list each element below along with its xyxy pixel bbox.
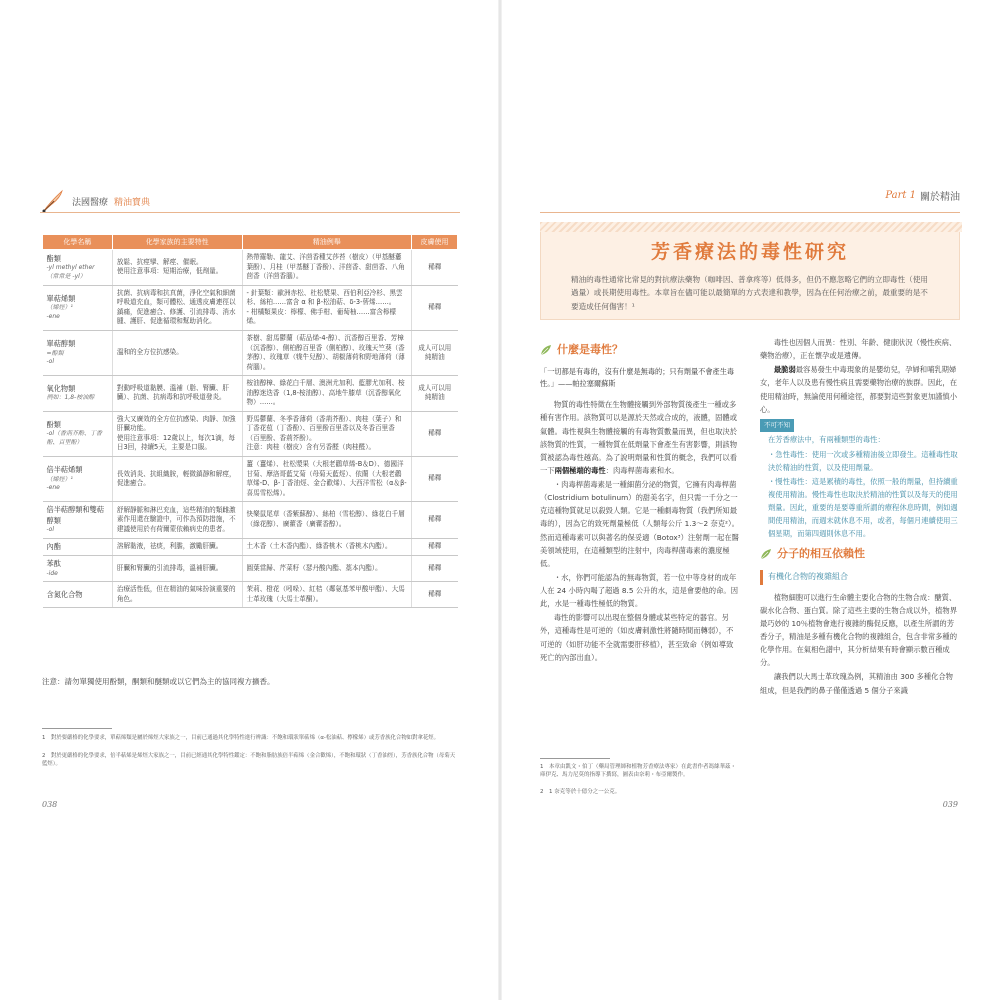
quote: 「一切都是有毒的，沒有什麼是無毒的；只有劑量不會產生毒性。」——帕拉塞爾蘇斯	[540, 366, 735, 389]
table-header: 化學家族的主要特性	[112, 235, 242, 250]
chemical-name: 倍半萜烯類	[46, 465, 83, 475]
paragraph-text: 物質的毒性特徵在生物體接觸到外部物質後產生一種或多種有害作用。該物質可以是源於天然或合成的，液體，固體或氣體。毒性視與生物體接觸的有毒物質數量而異，但也取決於該物質的性質，一種物質在低劑量下會產生有害影響，則該物質被認為毒性越高。為了說明劑量和性質的概念，我們可以看一下	[540, 400, 738, 475]
chemical-name-cell	[43, 376, 113, 412]
oils-cell: 薑（薑烯）、杜松漿果（大根老鸛草烯-B＆D）、德國洋甘菊、摩洛哥藍艾菊（母菊天藍烴）、依蘭（大根老鸛草烯-D、β-丁香油烴、金合歡烯）、大西洋雪松（α＆β-喜馬雪松烯）。	[242, 456, 412, 501]
table-row	[43, 411, 458, 456]
table-row	[43, 285, 458, 330]
chemical-name-cell	[43, 330, 113, 375]
paragraph: ・水，你們可能認為的無毒物質，若一位中等身材的成年人在 24 小時內喝了超過 8.5 公升的水，這是會要他的命。因此，水是一種毒性極低的物質。	[540, 572, 738, 609]
part-header	[885, 188, 960, 203]
traits-cell: 放鬆、抗痙攣、解痙、催眠。 使用注意事項：短期治療，低劑量。	[112, 250, 242, 286]
paragraph: ・肉毒桿菌毒素是一種細菌分泌的物質，它擁有肉毒桿菌（Clostridium botulinum）的甜美名字，但只需一千分之一克這種物質就足以殺毀人類。它是一種劇毒物質（我們所知最毒的），因為它的致死劑量極低（人類每公斤 1.3～2 奈克²）。然而這種毒素可以與著名的保妥適（Botox³）注射劑一起在醫美領域使用，在這種類型的注射中，肉毒桿菌毒素的濃度極低。	[540, 480, 739, 568]
table-header-row	[43, 235, 458, 250]
footnote: 1 本章由凱文・伯丁（藥局管理師和植物芳香療法專家）在此書作者馮絲華茲・庫伊克、馬力尼莫的指導下撰寫，圖表由奈莉・布亞爾製作。	[540, 764, 737, 779]
paragraph: 毒性也因個人而異：性別、年齡、健康狀況（慢性疾病、藥物治療），正在懷孕或是遺傳。	[760, 338, 957, 361]
traits-cell: 溫和的全方位抗感染。	[112, 330, 242, 375]
chemical-name-cell	[43, 538, 113, 555]
skin-use-cell: 稀釋	[412, 538, 458, 555]
traits-cell: 肝臟和腎臟的引流排毒，溫補肝臟。	[112, 556, 242, 582]
emphasis-text: 兩個極端的毒性	[554, 465, 606, 475]
tip-box	[760, 433, 960, 540]
oils-cell: 圓葉當歸、芹菜籽（瑟丹酸內酯、藁本內酯）。	[242, 556, 412, 582]
chemical-suffix: （烯烴）¹ -ene	[46, 304, 73, 321]
chemical-name: 單萜醇類	[46, 339, 76, 349]
feather-pen-icon	[40, 188, 66, 214]
chemical-name-cell	[43, 556, 113, 582]
info-tag: 不可不知	[760, 419, 794, 433]
table-row	[43, 582, 458, 608]
chapter-intro: 精油的毒性通常比常見的對抗療法藥物（咖啡因、普拿疼等）低得多，但仍不應忽略它們的立即毒性（使用過量）或長期使用毒性。本章旨在儘可能以最簡單的方式表達和教學，因為在任何治療之前，最重要的是不要造成任何傷害！¹	[571, 275, 928, 311]
leaf-icon	[760, 548, 772, 560]
footnote: 2 1 奈克等於十億分之一公克。	[540, 789, 621, 795]
table-row	[43, 250, 458, 286]
leaf-icon	[540, 344, 552, 356]
chemical-suffix: -ol	[46, 526, 55, 534]
skin-use-cell: 稀釋	[412, 456, 458, 501]
oils-cell: - 針葉類：歐洲赤松、杜松漿果、西伯利亞冷杉、黑雲杉、絲柏……富含 α 和 β-松油萜、δ-3-蒈烯……。 - 柑橘類果皮：檸檬、佛手柑、葡萄柚……富含檸檬烯。	[242, 285, 412, 330]
section-title: 分子的相互依賴性	[777, 547, 865, 561]
chemical-name: 酯類	[46, 253, 61, 263]
chemical-suffix: -yl methyl ether （常常是 -yl）	[46, 263, 95, 280]
chemical-suffix: -ide	[46, 569, 58, 577]
skin-use-cell: 成人可以用純精油	[412, 376, 458, 412]
chemical-suffix: =醇類 -ol	[46, 349, 64, 366]
chemical-name: 內酯	[46, 541, 61, 551]
oils-cell: 快樂鼠尾草（香紫蘇醇）、絲柏（雪松醇）、綠花白千層（綠花醇）、廣藿香（廣藿香醇）。	[242, 502, 412, 539]
text-column-right	[760, 336, 960, 698]
traits-cell: 溶解黏液，祛痰，利膽，激勵肝臟。	[112, 538, 242, 555]
skin-use-cell: 稀釋	[412, 411, 458, 456]
table-row	[43, 556, 458, 582]
chemical-name: 單萜烯類	[46, 293, 76, 303]
chapter-title: 芳香療法的毒性研究	[650, 241, 849, 263]
oils-cell: 桉油醇樟、綠花白千層、澳洲尤加利、藍膠尤加利、桉油醇迷迭香（1,8-桉油醇）、高地牛膝草（沉香醇氧化物）……。	[242, 376, 412, 412]
tip-text: ・急性毒性：使用一次或多種精油後立即發生。這種毒性取決於精油的性質，以及使用劑量。	[768, 449, 958, 472]
chemical-name: 酚類	[46, 419, 61, 429]
oils-cell: 熱帶羅勒、龍艾、洋茴香種艾莎苔（樹皮）（甲基醚蔞葉酚）、月桂（甲基醚丁香酚）、洋茴香、甜茴香、八角茴香（洋茴香腦）。	[242, 250, 412, 286]
chemical-name: 倍半萜醇類和雙萜醇類	[46, 505, 105, 525]
footnote-rule	[540, 758, 610, 759]
table-note: 注意：請勿單獨使用酚類，酮類和醚類或以它們為主的協同複方擴香。	[42, 677, 275, 686]
section-heading	[760, 544, 960, 564]
paragraph: 讓我們以大馬士革玫瑰為例，其精油由 300 多種化合物組成，但是我們的鼻子僅僅透過 5 個分子來識	[760, 672, 953, 695]
traits-cell: 長效消炎、抗組織胺，輕微鎮靜和解痙，促進癒合。	[112, 456, 242, 501]
chemical-suffix: -ol（香荊芥酚、丁香酚、百里酚）	[46, 430, 103, 447]
table-header: 化學名稱	[43, 235, 113, 250]
book-title: 精油寶典	[114, 197, 151, 208]
brand-header	[40, 188, 150, 214]
chemical-suffix: 例如：1,8-桉油醇	[46, 394, 95, 402]
part-label: Part 1	[885, 190, 916, 201]
skin-use-cell: 稀釋	[412, 250, 458, 286]
chemical-families-table	[42, 234, 458, 608]
chemical-name-cell	[43, 250, 113, 286]
section-title: 什麼是毒性？	[557, 343, 623, 356]
traits-cell: 抗菌、抗病毒和抗真菌，淨化空氣和細菌呼吸道充血，類可體松、通透皮膚連徑以鎮痛，促進癒合、修護、引流排毒、消水腫、護肝、促進循環和幫助消化。	[112, 285, 242, 330]
skin-use-cell: 稀釋	[412, 502, 458, 539]
chemical-name: 氧化物類	[46, 383, 76, 393]
traits-cell: 強大又廣效的全方位抗感染、肉靜、加強肝臟功能。 使用注意事項：12歲以上，每次1滴，每日3回，持續5天，主要是口服。	[112, 411, 242, 456]
paragraph: 毒性的影響可以出現在整個身體或某些特定的器官。另外，這種毒性是可逆的（如皮膚刺激性將隨時間而轉弱），不可逆的（如肝功能不全就需要肝移植），甚至致命（例如導致死亡的內部出血）。	[540, 613, 734, 662]
book-series: 法國醫療	[72, 197, 109, 208]
table-header: 皮膚使用	[412, 235, 458, 250]
traits-cell: 治療活性低，但在精油的氣味扮演重要的角色。	[112, 582, 242, 608]
page-number: 038	[42, 800, 58, 809]
header-rule	[540, 212, 960, 213]
section-heading	[540, 340, 740, 360]
traits-cell: 對動呼吸道黏膜、溫補（脂、腎臟、肝臟）、抗菌、抗病毒和抗呼吸道發炎。	[112, 376, 242, 412]
oils-cell: 野馬鬱蘭、冬季香薄荷（香荊芥酚）、肉桂（葉子）和丁香花苞（丁香酚）、百里酚百里香以及冬香百里香（百里酚、香荊芥酚）。 注意：肉桂（樹皮）含有另香醛（肉桂醛）。	[242, 411, 412, 456]
table-row	[43, 376, 458, 412]
table-row	[43, 456, 458, 501]
skin-use-cell: 稀釋	[412, 556, 458, 582]
table-row	[43, 502, 458, 539]
chemical-name-cell	[43, 456, 113, 501]
chemical-name: 苯酞	[46, 559, 61, 569]
chemical-suffix: （烯烴）¹ -ene	[46, 475, 73, 492]
decorative-stripe	[540, 222, 962, 232]
oils-cell: 茉莉、橙花（吲哚）、紅桔（鄰氨基苯甲酸甲酯）、大馬士革玫瑰（大馬士革酮）。	[242, 582, 412, 608]
skin-use-cell: 稀釋	[412, 582, 458, 608]
paragraph	[760, 363, 960, 416]
tip-text: 在芳香療法中，有兩種類型的毒性：	[768, 435, 885, 445]
table-row	[43, 538, 458, 555]
subheading: 有機化合物的複雜組合	[760, 570, 960, 584]
page-number: 039	[942, 800, 958, 809]
oils-cell: 茶樹、甜馬鬱蘭（萜品烯-4-醇）、沉香醇百里香、芳樟（沉香醇）、側柏醇百里香（側柏醇）、玫瑰天竺葵（香茅醇）、玫瑰草（牻牛兒醇）、胡椒薄荷和野地薄荷（薄荷腦）。	[242, 330, 412, 375]
footnote-rule	[42, 728, 112, 729]
chemical-name: 含氮化合物	[46, 589, 83, 599]
skin-use-cell: 成人可以用純精油	[412, 330, 458, 375]
right-page	[500, 0, 1000, 1000]
footnote: 2 對於更嚴格的化學要求，倍半萜烯是烯烴大家族之一，目前已經通其化學特性鑑定：不飽和脂肪族倍半萜烯（金合歡烯），不飽和環狀（丁香油烴），芳香族化合物（母菊天藍烴）。	[42, 753, 456, 768]
skin-use-cell: 稀釋	[412, 285, 458, 330]
table-row	[43, 330, 458, 375]
text-column-left	[540, 336, 740, 665]
tip-text: ・慢性毒性：這是累積的毒性，依照一般的劑量，但持續重複使用精油。慢性毒性也取決於精油的性質以及每天的使用劑量。因此，重要的是要尊重所謂的療程休息時間，例如週間使用精油，而週末就休息不用，或者，每個月連續使用三個星期，而第四週則休息不用。	[768, 476, 958, 539]
paragraph-text: ：肉毒桿菌毒素和水。	[605, 465, 679, 475]
chemical-name-cell	[43, 411, 113, 456]
paragraph: 植物細胞可以進行生命體主要化合物的生物合成：醣質、碳水化合物、蛋白質。除了這些主要的生物合成以外，植物界最巧妙的 10％植物會進行複雜的酶促反應，以產生所謂的芳香分子，精油是多種有機化合物的複雜組合，包含非常多種的化學作用。在氣相色譜中，其分析結果有時會顯示數百種成分。	[760, 592, 958, 668]
footnote: 1 對於要嚴格的化學要求，單萜烯類是屬於烯烴大家族之一，目前已通過其化學特性進行辨識：不飽和環狀單萜烯（α-松油萜、檸檬烯）或芳香族化合物如對傘花烴。	[42, 735, 440, 741]
chemical-name-cell	[43, 582, 113, 608]
chapter-title-box	[540, 222, 960, 320]
header-rule	[40, 212, 460, 213]
table-header: 精油例舉	[242, 235, 412, 250]
emphasis-text: 最脆弱	[773, 365, 796, 375]
oils-cell: 土木香（土木香內酯）、綠香桃木（香桃木內酯）。	[242, 538, 412, 555]
chemical-name-cell	[43, 285, 113, 330]
chemical-name-cell	[43, 502, 113, 539]
traits-cell: 舒解靜脈和淋巴充血，這些精油的類雌激素作用還在驗證中，可作為預防措施，不建議使用於有荷爾蒙依賴病史的患者。	[112, 502, 242, 539]
paragraph-text: 最容易發生中毒現象的是嬰幼兒，孕婦和哺乳期婦女，老年人以及患有慢性病且需要藥物治療的族群。因此，在使用精油時，無論使用何種途徑，都要對這些對象更加謹慎小心。	[760, 365, 958, 414]
part-title: 關於精油	[920, 192, 960, 203]
paragraph	[540, 398, 740, 477]
